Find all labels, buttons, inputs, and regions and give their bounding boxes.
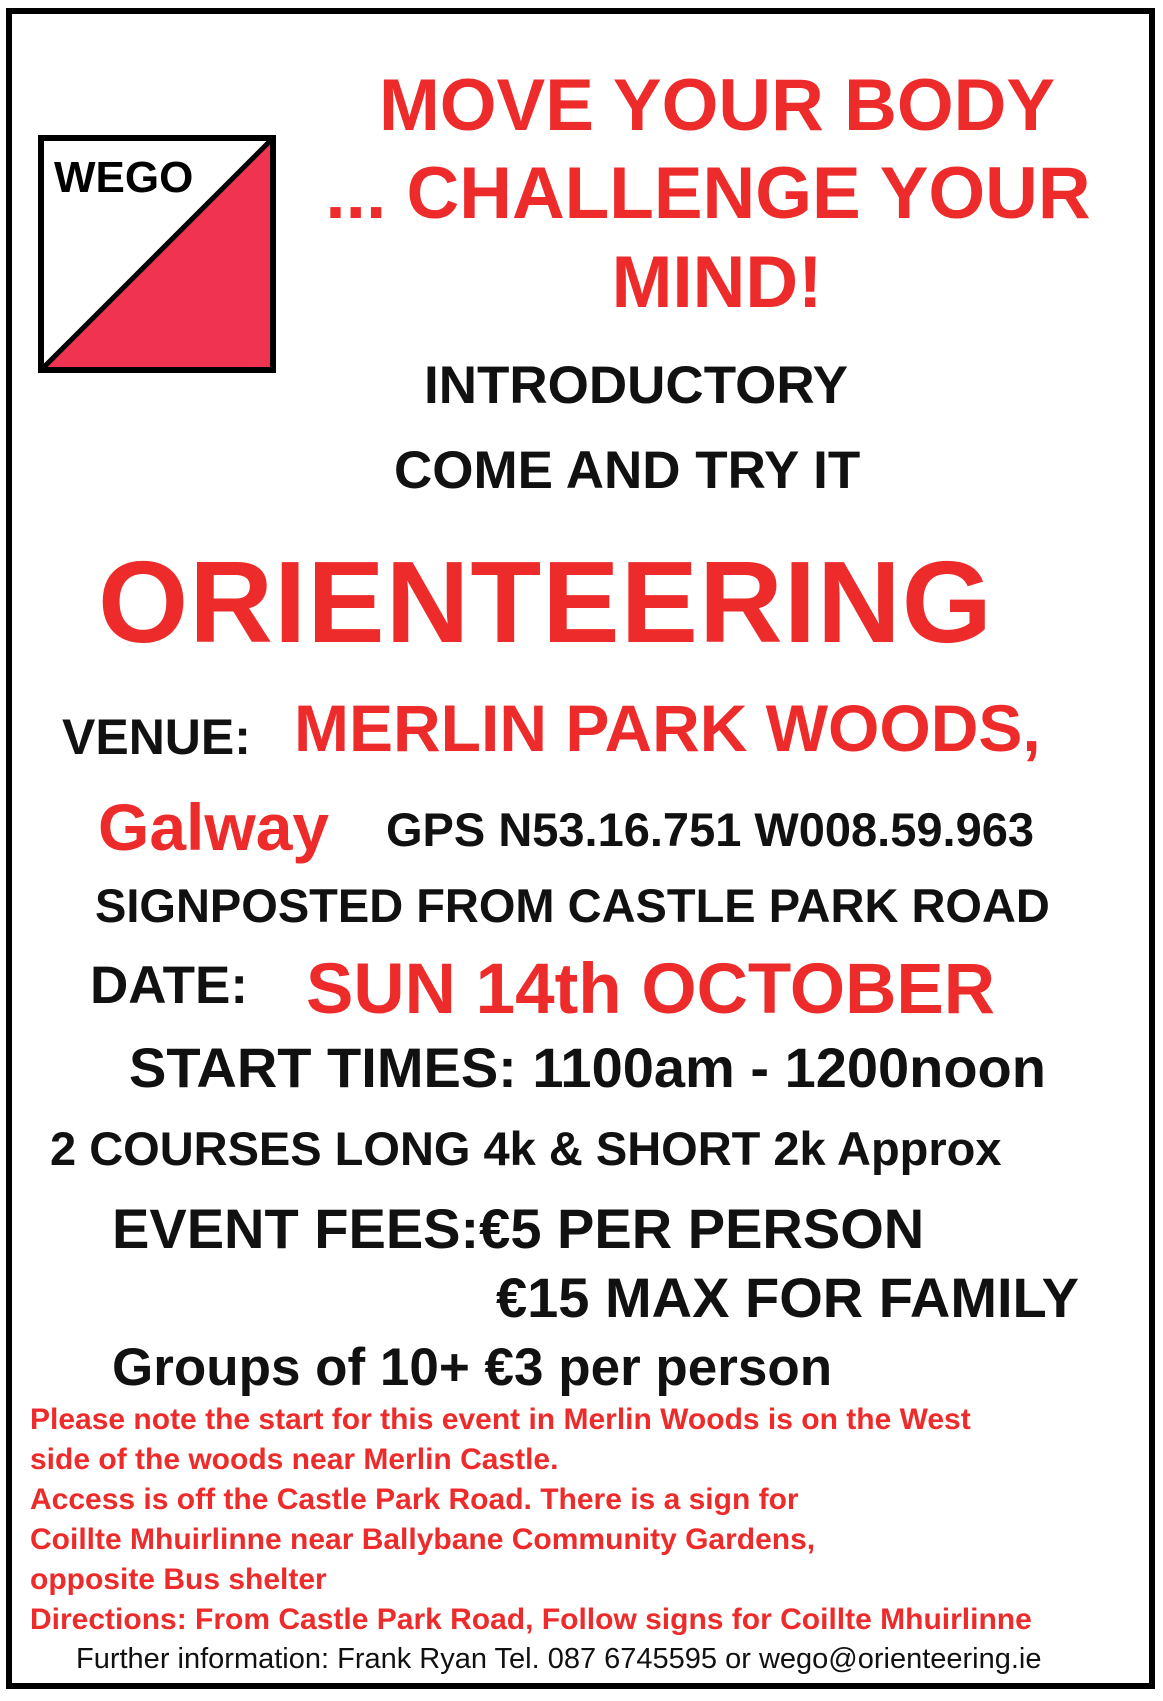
note-line: Coillte Mhuirlinne near Ballybane Community Gardens,	[30, 1523, 816, 1556]
group-fees: Groups of 10+ €3 per person	[112, 1338, 833, 1397]
headline-line-1: MOVE YOUR BODY	[378, 65, 1056, 146]
venue-label: VENUE:	[62, 709, 251, 765]
event-fees-line-1: EVENT FEES:€5 PER PERSON	[112, 1197, 925, 1260]
wego-logo	[38, 135, 276, 373]
directions-line: Directions: From Castle Park Road, Follow signs for Coillte Mhuirlinne	[30, 1603, 1032, 1636]
venue-name: MERLIN PARK WOODS,	[294, 691, 1041, 765]
headline-line-3: MIND!	[611, 242, 823, 323]
gps-coordinates: GPS N53.16.751 W008.59.963	[386, 803, 1034, 856]
further-information: Further information: Frank Ryan Tel. 087 6745595 or wego@orienteering.ie	[76, 1643, 1042, 1675]
note-line: side of the woods near Merlin Castle.	[30, 1443, 559, 1476]
note-line: Access is off the Castle Park Road. There is a sign for	[30, 1483, 799, 1516]
headline-line-2: ... CHALLENGE YOUR	[325, 153, 1091, 234]
poster	[6, 8, 1155, 1689]
intro-line-1: INTRODUCTORY	[424, 356, 848, 415]
note-line: opposite Bus shelter	[30, 1563, 327, 1596]
logo-text: WEGO	[54, 153, 194, 202]
courses-info: 2 COURSES LONG 4k & SHORT 2k Approx	[50, 1122, 1002, 1175]
note-line: Please note the start for this event in Merlin Woods is on the West	[30, 1403, 971, 1436]
date-label: DATE:	[90, 956, 248, 1015]
date-value: SUN 14th OCTOBER	[306, 950, 996, 1029]
signpost-info: SIGNPOSTED FROM CASTLE PARK ROAD	[95, 879, 1050, 932]
event-fees-line-2: €15 MAX FOR FAMILY	[496, 1266, 1079, 1329]
intro-line-2: COME AND TRY IT	[394, 441, 861, 500]
venue-city: Galway	[98, 790, 330, 864]
start-times: START TIMES: 1100am - 1200noon	[129, 1036, 1046, 1099]
event-title: ORIENTEERING	[98, 537, 993, 667]
